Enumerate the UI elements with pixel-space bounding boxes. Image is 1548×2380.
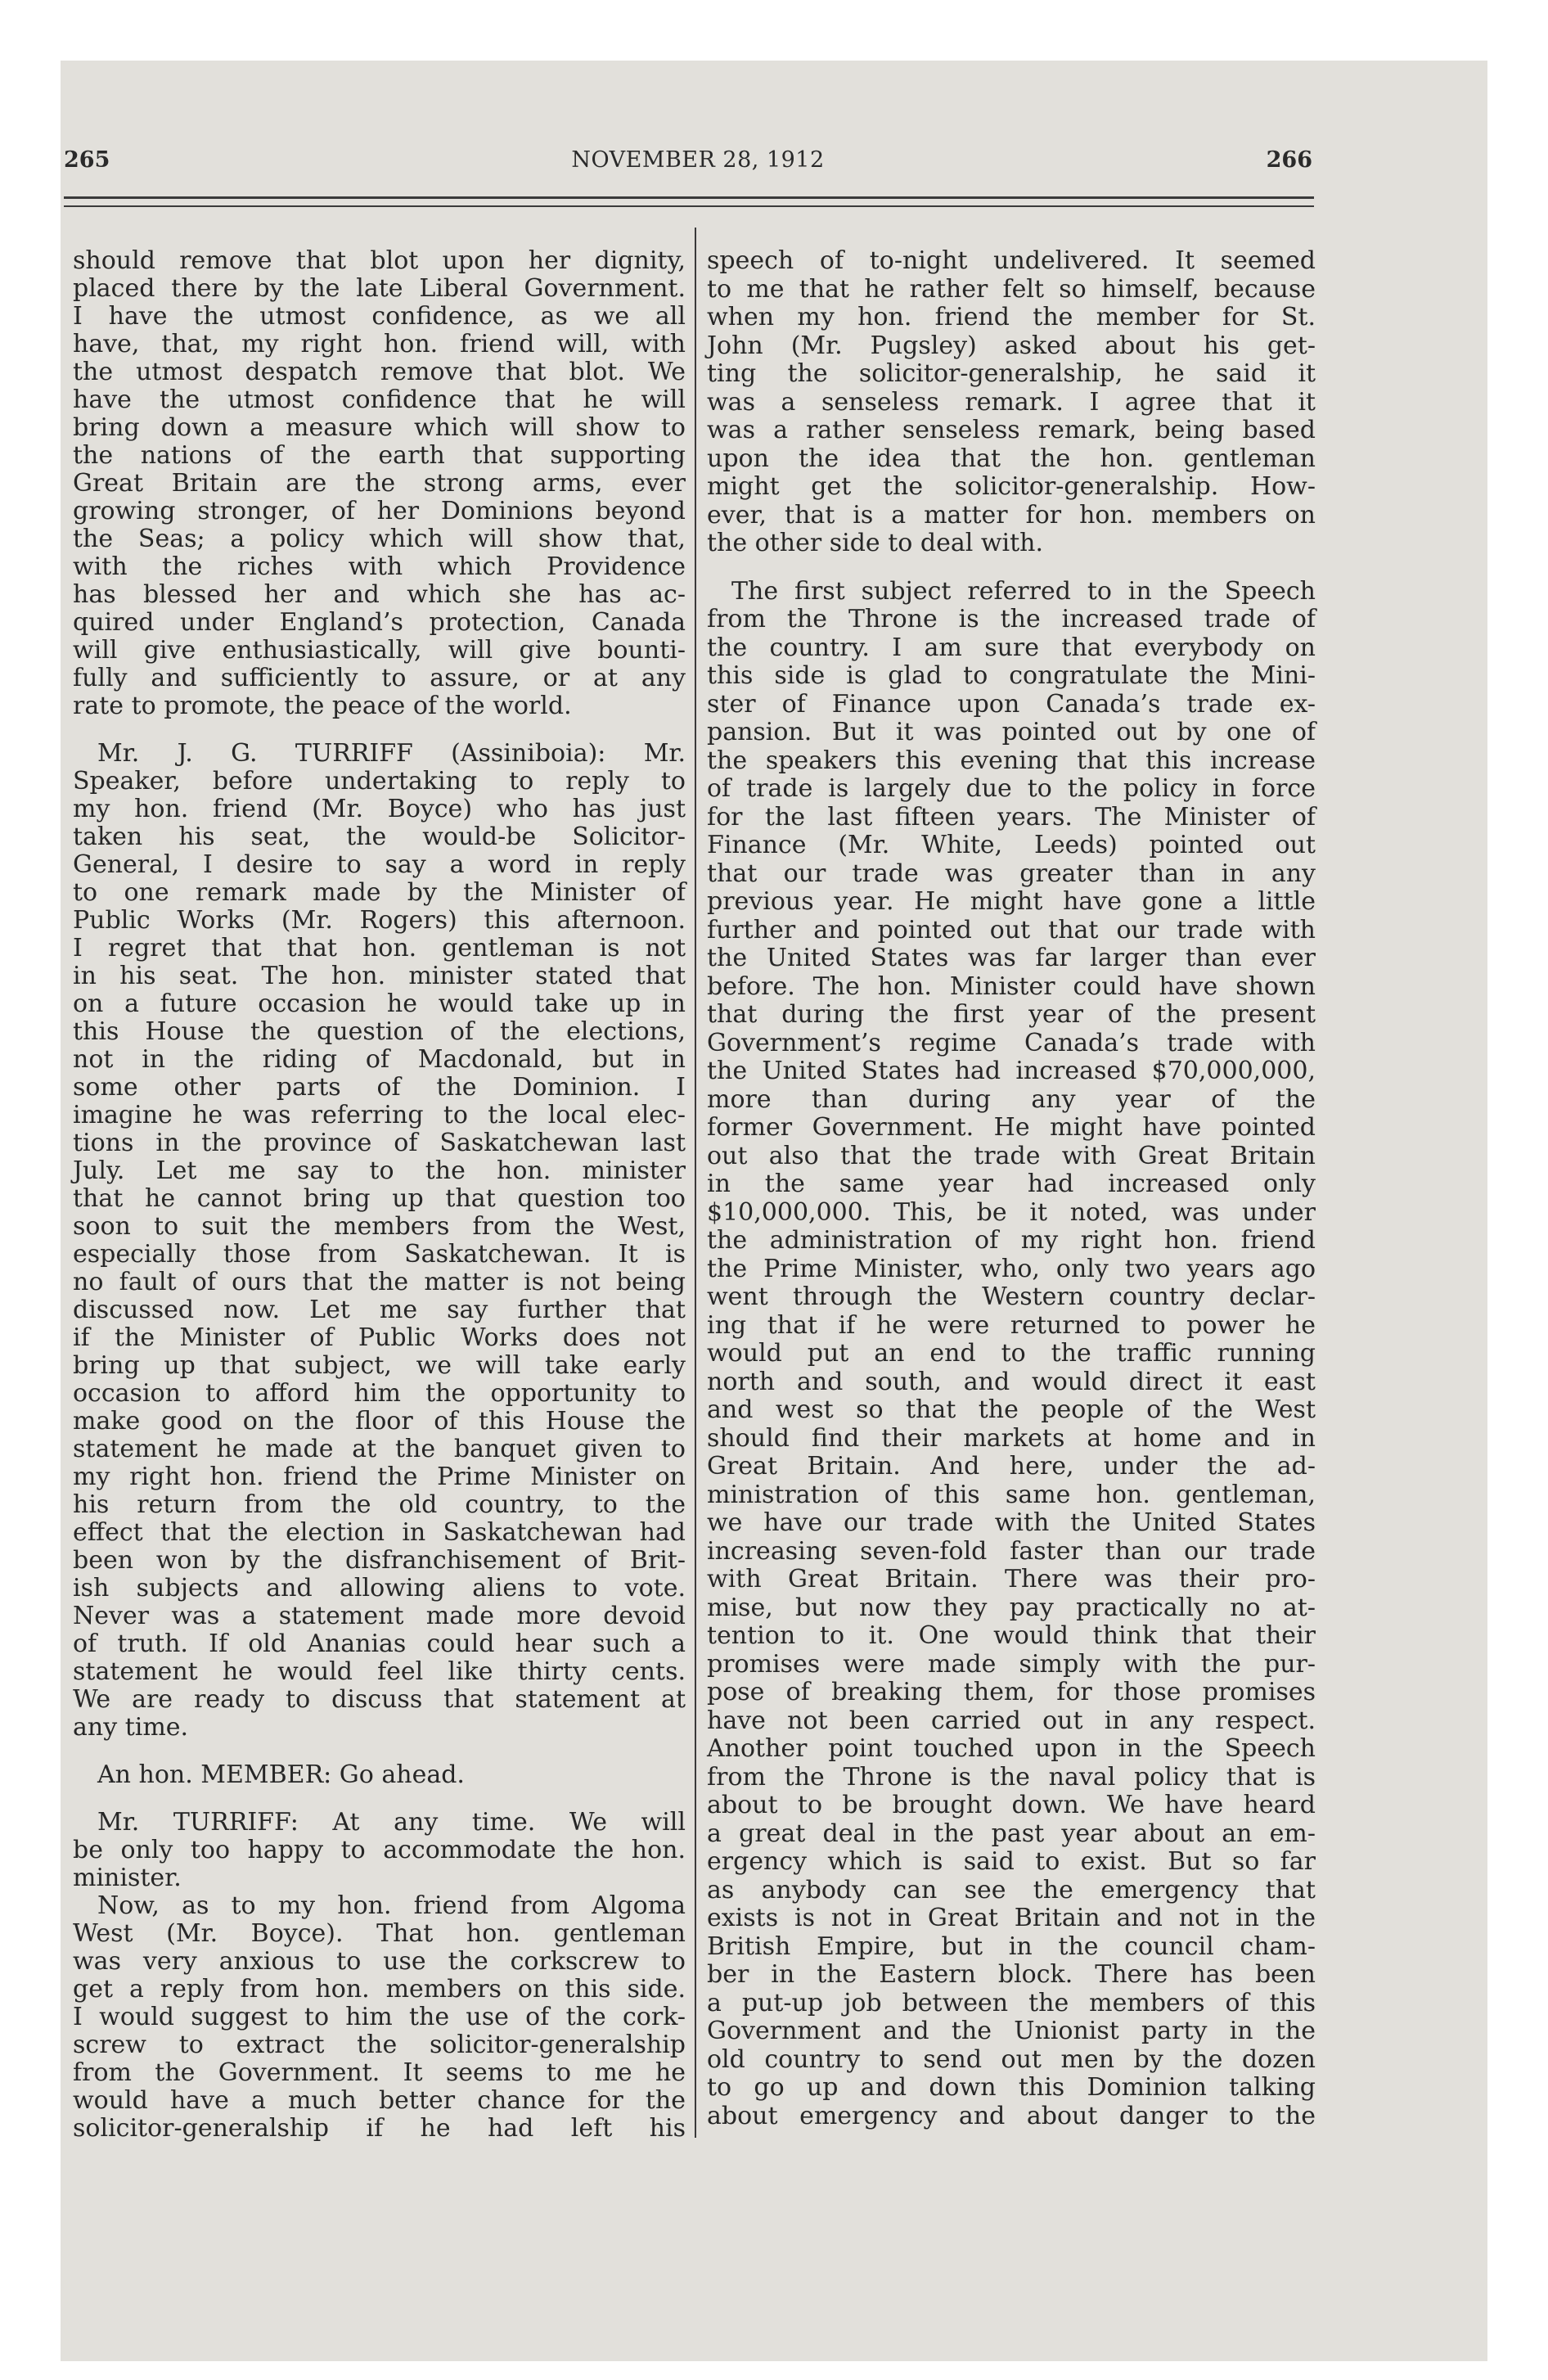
text-line: when my hon. friend the member for St.: [707, 303, 1316, 331]
text-line: $10,000,000. This, be it noted, was under: [707, 1197, 1316, 1227]
text-line: We are ready to discuss that statement at: [73, 1685, 686, 1714]
text-line: as anybody can see the emergency that: [707, 1875, 1316, 1904]
text-line: about to be brought down. We have heard: [707, 1791, 1316, 1819]
text-line: we have our trade with the United States: [707, 1508, 1316, 1537]
text-line: for the last fifteen years. The Minister of: [707, 802, 1316, 832]
page-number-left: 265: [64, 147, 110, 173]
text-line: before. The hon. Minister could have shown: [707, 971, 1316, 1001]
text-line: if the Minister of Public Works does not: [73, 1323, 686, 1352]
text-line: effect that the election in Saskatchewan had: [73, 1518, 686, 1547]
text-line: ing that if he were returned to power he: [707, 1310, 1316, 1340]
text-line: fully and sufficiently to assure, or at any: [73, 664, 686, 692]
text-line: the Prime Minister, who, only two years ago: [707, 1254, 1316, 1283]
text-line: be only too happy to accommodate the hon.: [73, 1836, 686, 1864]
text-line: The first subject referred to in the Speech: [731, 576, 1316, 606]
text-line: speech of to-night undelivered. It seemed: [707, 246, 1316, 275]
text-line: former Government. He might have pointed: [707, 1113, 1316, 1142]
text-line: get a reply from hon. members on this side.: [73, 1975, 686, 2004]
text-line: with the riches with which Providence: [73, 552, 686, 581]
text-line: was very anxious to use the corkscrew to: [73, 1947, 686, 1976]
text-line: Government’s regime Canada’s trade with: [707, 1028, 1316, 1057]
text-line: growing stronger, of her Dominions beyond: [73, 497, 686, 525]
text-line: would have a much better chance for the: [73, 2086, 686, 2115]
column-divider: [695, 228, 696, 2138]
text-line: the United States had increased $70,000,000,: [707, 1057, 1316, 1085]
text-line: placed there by the late Liberal Government.: [73, 274, 686, 303]
text-line: Government and the Unionist party in the: [707, 2017, 1316, 2045]
text-line: tention to it. One would think that their: [707, 1621, 1316, 1650]
text-line: have, that, my right hon. friend will, with: [73, 330, 686, 358]
text-line: with Great Britain. There was their pro-: [707, 1565, 1316, 1593]
text-line: should find their markets at home and in: [707, 1423, 1316, 1453]
text-line: statement he would feel like thirty cents.: [73, 1657, 686, 1686]
paragraph: [707, 578, 1316, 2131]
text-line: that during the first year of the present: [707, 1000, 1316, 1029]
paragraph: [73, 1892, 686, 2143]
text-line: occasion to afford him the opportunity to: [73, 1379, 686, 1408]
text-line: bring up that subject, we will take early: [73, 1351, 686, 1380]
text-line: Great Britain are the strong arms, ever: [73, 469, 686, 498]
text-line: ber in the Eastern block. There has been: [707, 1960, 1316, 1989]
text-line: I would suggest to him the use of the cork-: [73, 2003, 686, 2031]
text-line: that he cannot bring up that question too: [73, 1184, 686, 1213]
text-line: would put an end to the traffic running: [707, 1339, 1316, 1368]
text-line: exists is not in Great Britain and not in the: [707, 1904, 1316, 1932]
text-line: Now, as to my hon. friend from Algoma: [97, 1891, 686, 1920]
paragraph: [73, 1809, 686, 1892]
text-line: the country. I am sure that everybody on: [707, 633, 1316, 662]
text-line: make good on the floor of this House the: [73, 1407, 686, 1436]
text-line: West (Mr. Boyce). That hon. gentleman: [73, 1919, 686, 1948]
text-line: John (Mr. Pugsley) asked about his get-: [707, 331, 1316, 360]
text-line: my hon. friend (Mr. Boyce) who has just: [73, 795, 686, 823]
text-line: to me that he rather felt so himself, because: [707, 274, 1316, 304]
text-line: been won by the disfranchisement of Brit-: [73, 1546, 686, 1575]
text-line: General, I desire to say a word in reply: [73, 850, 686, 879]
text-line: ish subjects and allowing aliens to vote.: [73, 1574, 686, 1602]
text-line: Finance (Mr. White, Leeds) pointed out: [707, 831, 1316, 859]
text-line: ster of Finance upon Canada’s trade ex-: [707, 689, 1316, 719]
text-line: of truth. If old Ananias could hear such a: [73, 1629, 686, 1658]
text-line: more than during any year of the: [707, 1084, 1316, 1114]
text-line: will give enthusiastically, will give bounti-: [73, 636, 686, 665]
text-line: might get the solicitor-generalship. How-: [707, 472, 1316, 501]
paragraph: [73, 247, 686, 720]
text-line: statement he made at the banquet given to: [73, 1435, 686, 1463]
text-line: not in the riding of Macdonald, but in: [73, 1045, 686, 1074]
text-line: north and south, and would direct it east: [707, 1367, 1316, 1396]
text-line: promises were made simply with the pur-: [707, 1649, 1316, 1679]
text-line: imagine he was referring to the local elec-: [73, 1101, 686, 1129]
text-line: some other parts of the Dominion. I: [73, 1073, 686, 1102]
text-line: ministration of this same hon. gentleman,: [707, 1480, 1316, 1509]
text-line: this House the question of the elections,: [73, 1017, 686, 1046]
text-line: taken his seat, the would-be Solicitor-: [73, 823, 686, 851]
text-line: screw to extract the solicitor-generalship: [73, 2031, 686, 2059]
text-line: previous year. He might have gone a little: [707, 887, 1316, 916]
text-line: the other side to deal with.: [707, 529, 1044, 557]
text-line: Public Works (Mr. Rogers) this afternoon.: [73, 906, 686, 935]
text-line: and west so that the people of the West: [707, 1395, 1316, 1424]
page-number-right: 266: [1266, 147, 1312, 173]
text-line: that our trade was greater than in any: [707, 859, 1316, 888]
text-line: mise, but now they pay practically no at-: [707, 1593, 1316, 1622]
text-line: tions in the province of Saskatchewan last: [73, 1129, 686, 1157]
text-line: Mr. J. G. TURRIFF (Assiniboia): Mr.: [97, 739, 686, 768]
text-line: soon to suit the members from the West,: [73, 1212, 686, 1241]
paragraph: [73, 740, 686, 1742]
text-line: quired under England’s protection, Canada: [73, 608, 686, 637]
text-line: July. Let me say to the hon. minister: [73, 1156, 686, 1185]
text-line: have the utmost confidence that he will: [73, 385, 686, 414]
text-line: Never was a statement made more devoid: [73, 1602, 686, 1630]
header-rule: [64, 205, 1314, 207]
text-line: from the Government. It seems to me he: [73, 2058, 686, 2087]
text-line: a put-up job between the members of this: [707, 1988, 1316, 2017]
text-line: my right hon. friend the Prime Minister on: [73, 1463, 686, 1491]
text-line: Great Britain. And here, under the ad-: [707, 1452, 1316, 1481]
text-line: ergency which is said to exist. But so far: [707, 1847, 1316, 1876]
paragraph: [707, 247, 1316, 558]
text-line: in his seat. The hon. minister stated that: [73, 962, 686, 990]
text-line: the Seas; a policy which will show that,: [73, 525, 686, 553]
left-column: [73, 247, 686, 2143]
text-line: bring down a measure which will show to: [73, 413, 686, 442]
text-line: pose of breaking them, for those promises: [707, 1678, 1316, 1706]
page-date-heading: NOVEMBER 28, 1912: [571, 147, 825, 173]
text-line: out also that the trade with Great Britain: [707, 1141, 1316, 1170]
text-line: solicitor-generalship if he had left his: [73, 2114, 686, 2143]
text-line: the United States was far larger than ever: [707, 944, 1316, 972]
text-line: increasing seven-fold faster than our trade: [707, 1536, 1316, 1566]
text-line: British Empire, but in the council cham-: [707, 1931, 1316, 1961]
text-line: rate to promote, the peace of the world.: [73, 692, 572, 720]
text-line: from the Throne is the naval policy that is: [707, 1762, 1316, 1792]
text-line: was a rather senseless remark, being based: [707, 416, 1316, 444]
header-rule: [64, 196, 1314, 199]
text-line: no fault of ours that the matter is not being: [73, 1268, 686, 1296]
text-line: Another point touched upon in the Speech: [707, 1734, 1316, 1763]
text-line: has blessed her and which she has ac-: [73, 580, 686, 609]
text-line: have not been carried out in any respect.: [707, 1706, 1316, 1735]
text-line: minister.: [73, 1864, 182, 1892]
text-line: the administration of my right hon. friend: [707, 1226, 1316, 1255]
text-line: the speakers this evening that this increase: [707, 746, 1316, 775]
text-line: further and pointed out that our trade with: [707, 915, 1316, 944]
text-line: especially those from Saskatchewan. It is: [73, 1240, 686, 1269]
text-line: from the Throne is the increased trade of: [707, 605, 1316, 633]
text-line: a great deal in the past year about an em-: [707, 1819, 1316, 1848]
text-line: this side is glad to congratulate the Mini-: [707, 661, 1316, 690]
text-line: Speaker, before undertaking to reply to: [73, 767, 686, 796]
text-line: the utmost despatch remove that blot. We: [73, 358, 686, 386]
text-line: I have the utmost confidence, as we all: [73, 302, 686, 331]
text-line: to go up and down this Dominion talking: [707, 2073, 1316, 2102]
text-line: Mr. TURRIFF: At any time. We will: [97, 1808, 686, 1837]
text-line: ting the solicitor-generalship, he said it: [707, 359, 1316, 388]
text-line: his return from the old country, to the: [73, 1490, 686, 1519]
right-column: [707, 247, 1316, 2130]
paragraph: [73, 1761, 686, 1789]
text-line: upon the idea that the hon. gentleman: [707, 444, 1316, 473]
text-line: the nations of the earth that supporting: [73, 441, 686, 470]
text-line: old country to send out men by the dozen: [707, 2044, 1316, 2074]
text-line: I regret that that hon. gentleman is not: [73, 934, 686, 962]
text-line: went through the Western country declar-: [707, 1282, 1316, 1311]
text-line: An hon. MEMBER: Go ahead.: [97, 1760, 465, 1789]
text-line: discussed now. Let me say further that: [73, 1296, 686, 1324]
text-line: of trade is largely due to the policy in force: [707, 774, 1316, 803]
text-line: pansion. But it was pointed out by one of: [707, 718, 1316, 746]
text-line: was a senseless remark. I agree that it: [707, 387, 1316, 417]
text-line: about emergency and about danger to the: [707, 2101, 1316, 2130]
text-line: to one remark made by the Minister of: [73, 878, 686, 907]
text-line: should remove that blot upon her dignity,: [73, 246, 686, 275]
text-line: in the same year had increased only: [707, 1170, 1316, 1198]
text-line: ever, that is a matter for hon. members on: [707, 500, 1316, 530]
text-line: on a future occasion he would take up in: [73, 989, 686, 1018]
text-line: any time.: [73, 1713, 189, 1742]
